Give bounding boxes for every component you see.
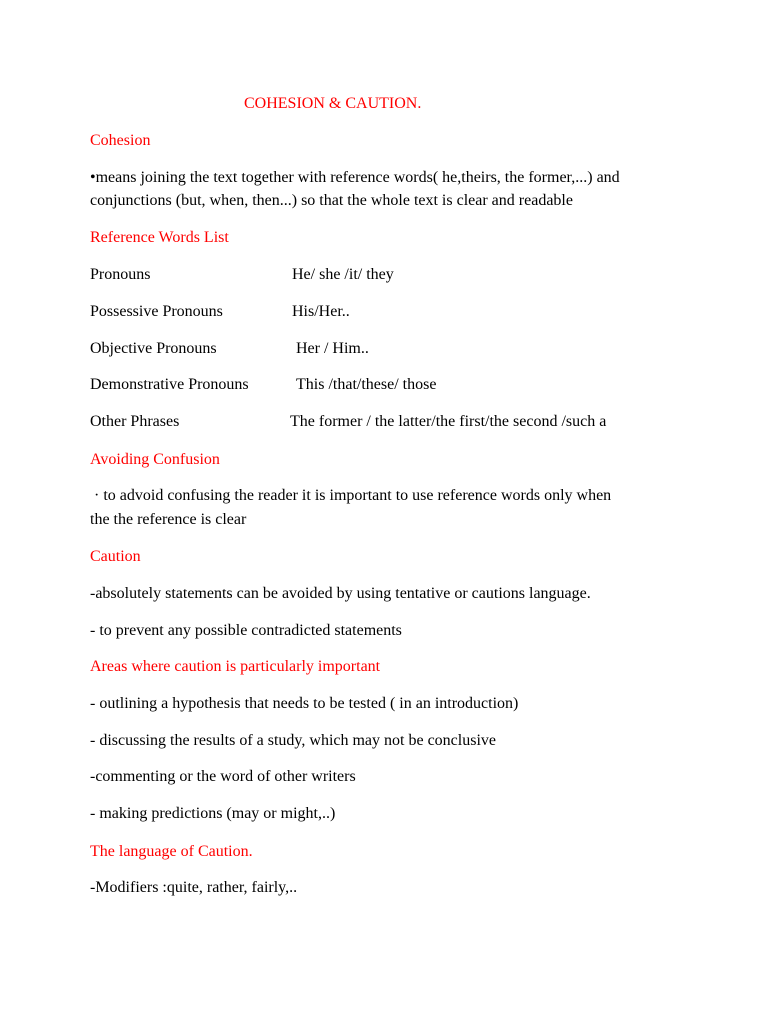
areas-item: - outlining a hypothesis that needs to be tested ( in an introduction) xyxy=(90,695,519,712)
cohesion-heading: Cohesion xyxy=(90,132,151,149)
avoiding-confusion-line-2: the the reference is clear xyxy=(90,511,247,528)
avoiding-confusion-heading: Avoiding Confusion xyxy=(90,451,220,468)
areas-heading: Areas where caution is particularly important xyxy=(90,658,381,675)
areas-item: -commenting or the word of other writers xyxy=(90,768,356,785)
caution-line-2: - to prevent any possible contradicted statements xyxy=(90,622,402,639)
reference-examples: His/Her.. xyxy=(292,303,350,320)
reference-term: Demonstrative Pronouns xyxy=(90,376,249,393)
language-line-1: -Modifiers :quite, rather, fairly,.. xyxy=(90,879,298,896)
language-heading: The language of Caution. xyxy=(90,843,253,860)
cohesion-text-line-2: conjunctions (but, when, then...) so that the whole text is clear and readable xyxy=(90,192,573,209)
avoiding-confusion-line-1: · to advoid confusing the reader it is important to use reference words only when xyxy=(94,487,612,504)
page-title: COHESION & CAUTION. xyxy=(244,95,422,112)
caution-heading: Caution xyxy=(90,548,141,565)
reference-term: Pronouns xyxy=(90,266,151,283)
reference-examples: The former / the latter/the first/the second /such a xyxy=(290,413,607,430)
reference-words-heading: Reference Words List xyxy=(90,229,229,246)
reference-examples: He/ she /it/ they xyxy=(292,266,394,283)
reference-examples: Her / Him.. xyxy=(296,340,369,357)
reference-term: Possessive Pronouns xyxy=(90,303,223,320)
areas-item: - discussing the results of a study, which may not be conclusive xyxy=(90,732,496,749)
areas-item: - making predictions (may or might,..) xyxy=(90,805,336,822)
reference-term: Other Phrases xyxy=(90,413,180,430)
reference-examples: This /that/these/ those xyxy=(296,376,437,393)
caution-line-1: -absolutely statements can be avoided by using tentative or cautions language. xyxy=(90,585,591,602)
cohesion-text-line-1: •means joining the text together with reference words( he,theirs, the former,...) and xyxy=(90,169,620,186)
reference-term: Objective Pronouns xyxy=(90,340,217,357)
